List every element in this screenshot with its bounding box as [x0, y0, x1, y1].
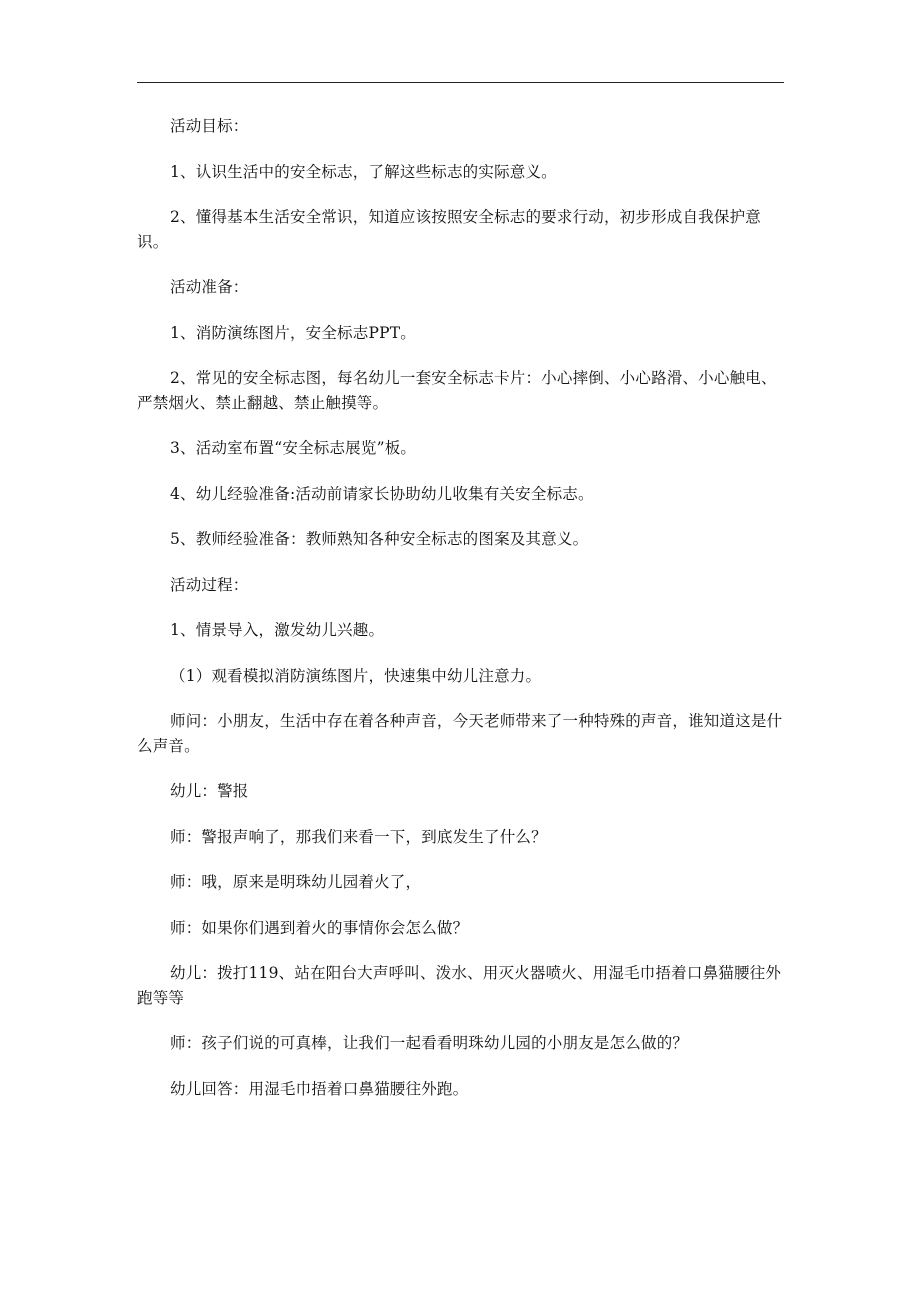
dialogue-line: 幼儿回答：用湿毛巾捂着口鼻猫腰往外跑。: [170, 1079, 469, 1098]
prep-item-1: 1、消防演练图片，安全标志PPT。: [170, 323, 416, 342]
goal-item-2: 2、懂得基本生活安全常识，知道应该按照安全标志的要求行动，初步形成自我保护意识。: [137, 208, 761, 251]
dialogue-line: 师：孩子们说的可真棒，让我们一起看看明珠幼儿园的小朋友是怎么做的？: [170, 1034, 689, 1052]
dialogue-line: 幼儿：拨打119、站在阳台大声呼叫、泼水、用灭火器喷火、用湿毛巾捂着口鼻猫腰往外跑等等: [137, 964, 782, 1007]
header-rule: [137, 82, 784, 83]
dialogue-line: 师问：小朋友，生活中存在着各种声音，今天老师带来了一种特殊的声音，谁知道这是什么声音。: [137, 712, 783, 755]
prep-item-4: 4、幼儿经验准备:活动前请家长协助幼儿收集有关安全标志。: [170, 484, 594, 503]
heading-activity-preparation: 活动准备：: [170, 278, 249, 296]
prep-item-2: 2、常见的安全标志图，每名幼儿一套安全标志卡片：小心摔倒、小心路滑、小心触电、严禁烟火、禁止翻越、禁止触摸等。: [137, 369, 777, 412]
dialogue-line: 师：如果你们遇到着火的事情你会怎么做？: [170, 918, 469, 937]
dialogue-line: 师：哦，原来是明珠幼儿园着火了，: [170, 873, 422, 891]
dialogue-line: 师：警报声响了，那我们来看一下，到底发生了什么？: [170, 827, 547, 846]
goal-item-1: 1、认识生活中的安全标志，了解这些标志的实际意义。: [170, 162, 557, 181]
document-body: [137, 114, 787, 1122]
prep-item-5: 5、教师经验准备：教师熟知各种安全标志的图案及其意义。: [170, 530, 589, 548]
process-substep-1: （1）观看模拟消防演练图片，快速集中幼儿注意力。: [170, 666, 542, 685]
dialogue-line: 幼儿：警报: [170, 782, 249, 800]
process-step-1: 1、情景导入，激发幼儿兴趣。: [170, 621, 385, 639]
heading-activity-goals: 活动目标：: [170, 117, 249, 135]
prep-item-3: 3、活动室布置“安全标志展览”板。: [170, 439, 417, 457]
heading-activity-process: 活动过程：: [170, 575, 249, 594]
